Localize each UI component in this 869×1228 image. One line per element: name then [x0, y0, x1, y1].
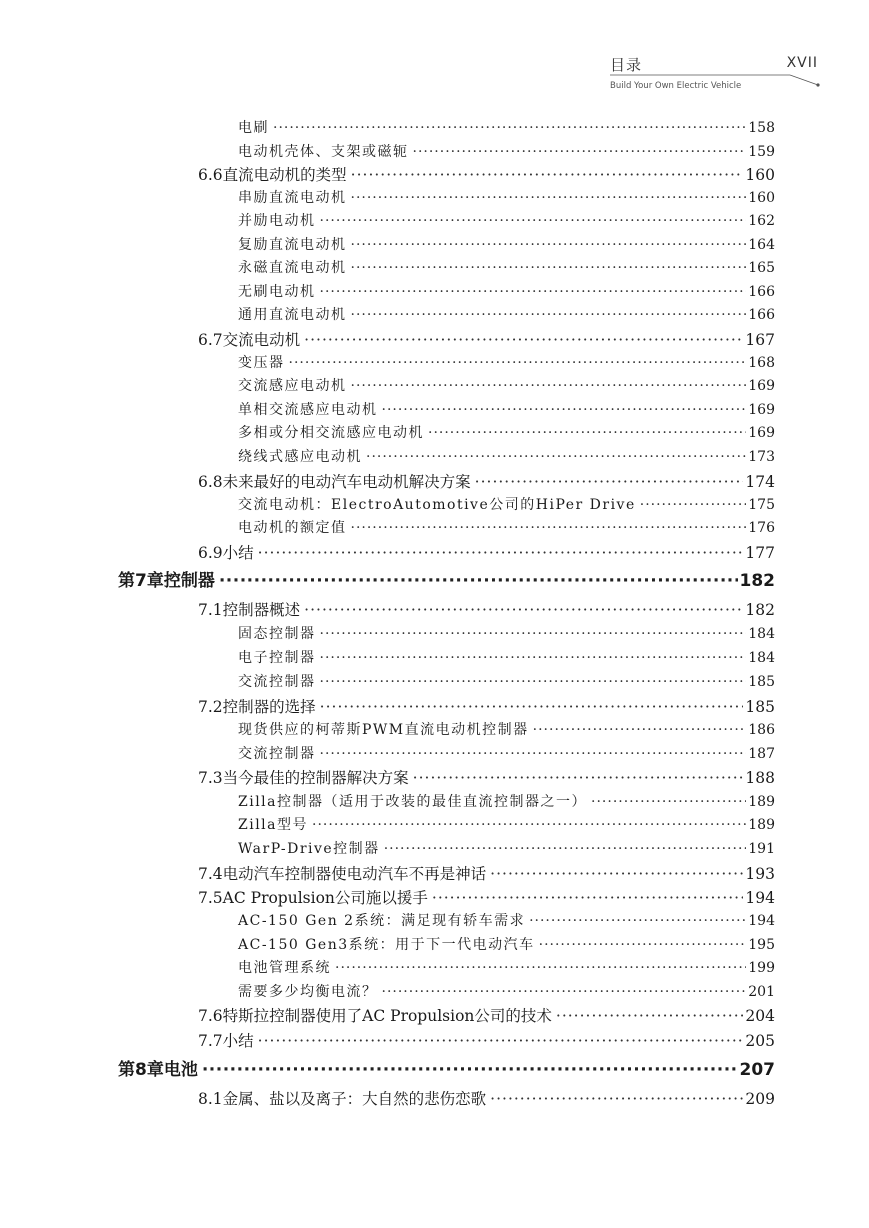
toc-entry [198, 766, 775, 788]
toc-entry [238, 422, 775, 442]
toc-entry-title: 无刷电动机 [238, 284, 316, 300]
toc-entry [238, 957, 775, 977]
toc-entry-title: 小结 [222, 1032, 254, 1050]
toc-entry-page: 194 [748, 913, 775, 929]
toc-entry-number: 6.8 [198, 473, 223, 491]
toc-entry-page: 164 [748, 237, 775, 253]
dot-leader [320, 284, 747, 300]
dot-leader [351, 237, 747, 253]
toc-entry-number: 7.1 [198, 601, 223, 619]
toc-entry-number: 6.6 [198, 166, 223, 184]
toc-entry-page: 159 [748, 144, 775, 160]
toc-entry-title: 电动机的额定值 [238, 520, 347, 536]
toc-entry-title: 多相或分相交流感应电动机 [238, 425, 424, 441]
dot-leader [591, 794, 746, 810]
toc-entry-title: 需要多少均衡电流？ [238, 984, 378, 1000]
toc-entry-title: 电池 [163, 1060, 198, 1080]
toc-entry-title: 现货供应的柯蒂斯PWM直流电动机控制器 [238, 722, 529, 738]
dot-leader [219, 571, 738, 591]
toc-entry-title: 通用直流电动机 [238, 307, 347, 323]
dot-leader [366, 449, 746, 465]
toc-entry-title: 串励直流电动机 [238, 190, 347, 206]
toc-entry [238, 743, 775, 763]
dot-leader [490, 865, 743, 883]
toc-entry [238, 814, 775, 834]
toc-entry-title: 电动机壳体、支架或磁轭 [238, 144, 409, 160]
header-book-title: Build Your Own Electric Vehicle [610, 81, 742, 91]
toc-entry-title: 单相交流感应电动机 [238, 402, 378, 418]
toc-entry-title: 电刷 [238, 120, 269, 136]
toc-entry-number: 7.6 [198, 1007, 223, 1025]
toc-entry-page: 191 [748, 841, 775, 857]
toc-entry [238, 981, 775, 1001]
toc-entry-page: 182 [739, 571, 775, 591]
toc-entry-page: 186 [748, 722, 775, 738]
toc-entry-page: 184 [748, 650, 775, 666]
toc-entry [238, 671, 775, 691]
toc-entry-page: 160 [748, 190, 775, 206]
toc-entry-number: 8.1 [198, 1090, 223, 1108]
toc-entry-title: AC-150 Gen3系统：用于下一代电动汽车 [238, 937, 535, 953]
dot-leader [320, 698, 744, 716]
toc-entry-page: 160 [745, 166, 775, 184]
toc-entry [238, 257, 775, 277]
toc-entry-title: 金属、盐以及离子：大自然的悲伤恋歌 [222, 1090, 487, 1108]
toc-entry-page: 201 [748, 984, 775, 1000]
toc-entry-title: 控制器概述 [222, 601, 301, 619]
toc-entry-number: 6.9 [198, 544, 223, 562]
dot-leader [351, 190, 747, 206]
toc-entry-title: WarP-Drive控制器 [238, 841, 380, 857]
toc-entry [238, 910, 775, 930]
toc-entry-number: 7.4 [198, 865, 223, 883]
toc-entry-page: 166 [748, 284, 775, 300]
dot-leader [202, 1060, 738, 1080]
toc-entry-title: 交流电动机：ElectroAutomotive公司的HiPer Drive [238, 497, 636, 513]
dot-leader [533, 722, 747, 738]
toc-entry [238, 210, 775, 230]
dot-leader [432, 889, 744, 907]
toc-entry-title: 当今最佳的控制器解决方案 [222, 769, 409, 787]
dot-leader [428, 425, 746, 441]
toc-entry-page: 188 [745, 769, 775, 787]
toc-entry-title: 交流控制器 [238, 746, 316, 762]
toc-entry-title: 特斯拉控制器使用了AC Propulsion公司的技术 [222, 1007, 552, 1025]
toc-entry [238, 281, 775, 301]
toc-entry-page: 193 [745, 865, 775, 883]
toc-entry [198, 886, 775, 908]
toc-entry [238, 352, 775, 372]
dot-leader [258, 544, 744, 562]
dot-leader [413, 769, 744, 787]
dot-leader [289, 355, 747, 371]
toc-entry-title: 小结 [222, 544, 254, 562]
toc-entry [198, 470, 775, 492]
toc-entry-page: 162 [748, 213, 775, 229]
toc-entry [238, 623, 775, 643]
toc-entry-title: 直流电动机的类型 [222, 166, 347, 184]
toc-entry-number: 7.5 [198, 889, 223, 907]
toc-entry-title: AC Propulsion公司施以援手 [222, 889, 428, 907]
toc-entry-number: 第8章 [118, 1060, 164, 1080]
dot-leader [556, 1007, 744, 1025]
toc-entry [118, 1055, 775, 1080]
toc-entry [198, 598, 775, 620]
toc-entry-number: 7.7 [198, 1032, 223, 1050]
toc-entry [198, 541, 775, 563]
toc-entry-title: 永磁直流电动机 [238, 260, 347, 276]
toc-entry [238, 375, 775, 395]
toc-entry-page: 204 [745, 1007, 775, 1025]
toc-entry-title: 固态控制器 [238, 626, 316, 642]
toc-entry [198, 1087, 775, 1109]
toc-entry-page: 195 [748, 937, 775, 953]
dot-leader [384, 841, 747, 857]
dot-leader [351, 520, 747, 536]
toc-entry-page: 169 [748, 378, 775, 394]
dot-leader [312, 817, 746, 833]
dot-leader [320, 626, 747, 642]
toc-entry-number: 6.7 [198, 331, 223, 349]
toc-entry-title: 控制器 [163, 571, 215, 591]
toc-entry-page: 165 [748, 260, 775, 276]
toc-entry [238, 934, 775, 954]
toc-entry-page: 182 [745, 601, 775, 619]
toc-entry [198, 695, 775, 717]
toc-entry-page: 168 [748, 355, 775, 371]
toc-entry-page: 167 [745, 331, 775, 349]
toc-entry-title: 复励直流电动机 [238, 237, 347, 253]
toc-entry-title: 电动汽车控制器使电动汽车不再是神话 [222, 865, 487, 883]
toc-entry-page: 199 [748, 960, 775, 976]
toc-entry-page: 189 [748, 794, 775, 810]
toc-entry-title: 电子控制器 [238, 650, 316, 666]
toc-entry [238, 399, 775, 419]
header-title: 目录 [610, 56, 643, 74]
toc-entry [238, 647, 775, 667]
toc-entry [198, 1029, 775, 1051]
dot-leader [529, 913, 746, 929]
toc-entry-title: 绕线式感应电动机 [238, 449, 362, 465]
toc-entry-title: Zilla型号 [238, 817, 309, 833]
toc-entry [238, 719, 775, 739]
toc-entry [238, 517, 775, 537]
toc-entry-page: 169 [748, 402, 775, 418]
toc-entry [238, 234, 775, 254]
toc-entry-number: 7.2 [198, 698, 223, 716]
toc-entry [238, 304, 775, 324]
dot-leader [351, 378, 747, 394]
dot-leader [304, 601, 743, 619]
dot-leader [413, 144, 747, 160]
toc-entry [198, 328, 775, 350]
toc-entry-number: 7.3 [198, 769, 223, 787]
toc-entry [238, 187, 775, 207]
toc-entry-page: 185 [745, 698, 775, 716]
toc-entry-page: 175 [748, 497, 775, 513]
toc-entry-title: 控制器的选择 [222, 698, 316, 716]
toc-entry [198, 1004, 775, 1026]
dot-leader [304, 331, 743, 349]
toc-entry-title: 电池管理系统 [238, 960, 331, 976]
toc-entry [238, 446, 775, 466]
toc-entry-title: 交流控制器 [238, 674, 316, 690]
toc-entry [238, 791, 775, 811]
toc-entry [198, 862, 775, 884]
toc-entry-title: 变压器 [238, 355, 285, 371]
toc-entry-page: 174 [745, 473, 775, 491]
dot-leader [320, 746, 747, 762]
dot-leader [258, 1032, 744, 1050]
toc-entry [238, 838, 775, 858]
toc-entry [238, 141, 775, 161]
dot-leader [320, 650, 747, 666]
toc-entry-page: 185 [748, 674, 775, 690]
toc-entry-page: 177 [745, 544, 775, 562]
toc-entry-title: 未来最好的电动汽车电动机解决方案 [222, 473, 471, 491]
toc-entry-page: 194 [745, 889, 775, 907]
toc-entry-title: 并励电动机 [238, 213, 316, 229]
toc-entry-page: 176 [748, 520, 775, 536]
dot-leader [490, 1090, 743, 1108]
toc-entry [198, 163, 775, 185]
dot-leader [335, 960, 746, 976]
header-page-number: XVII [786, 55, 818, 71]
dot-leader [351, 307, 747, 323]
toc-entry-page: 173 [748, 449, 775, 465]
toc-entry-page: 205 [745, 1032, 775, 1050]
toc-entry [118, 566, 775, 591]
toc-entry-number: 第7章 [118, 571, 164, 591]
toc-entry-page: 207 [739, 1060, 775, 1080]
toc-entry-page: 158 [748, 120, 775, 136]
dot-leader [640, 497, 747, 513]
dot-leader [320, 213, 747, 229]
toc-entry [238, 494, 775, 514]
toc-entry-page: 189 [748, 817, 775, 833]
toc-entry-title: 交流感应电动机 [238, 378, 347, 394]
dot-leader [475, 473, 744, 491]
toc-entry-title: AC-150 Gen 2系统：满足现有轿车需求 [238, 913, 526, 929]
dot-leader [539, 937, 747, 953]
toc-entry-page: 209 [745, 1090, 775, 1108]
toc-entry-page: 169 [748, 425, 775, 441]
dot-leader [273, 120, 746, 136]
toc-entry-page: 187 [748, 746, 775, 762]
dot-leader [382, 402, 747, 418]
dot-leader [320, 674, 747, 690]
toc-entry-title: Zilla控制器（适用于改装的最佳直流控制器之一） [238, 794, 588, 810]
toc-entry-page: 166 [748, 307, 775, 323]
dot-leader [351, 166, 744, 184]
toc-entry [238, 117, 775, 137]
dot-leader [382, 984, 747, 1000]
dot-leader [351, 260, 747, 276]
toc-entry-title: 交流电动机 [222, 331, 301, 349]
toc-entry-page: 184 [748, 626, 775, 642]
